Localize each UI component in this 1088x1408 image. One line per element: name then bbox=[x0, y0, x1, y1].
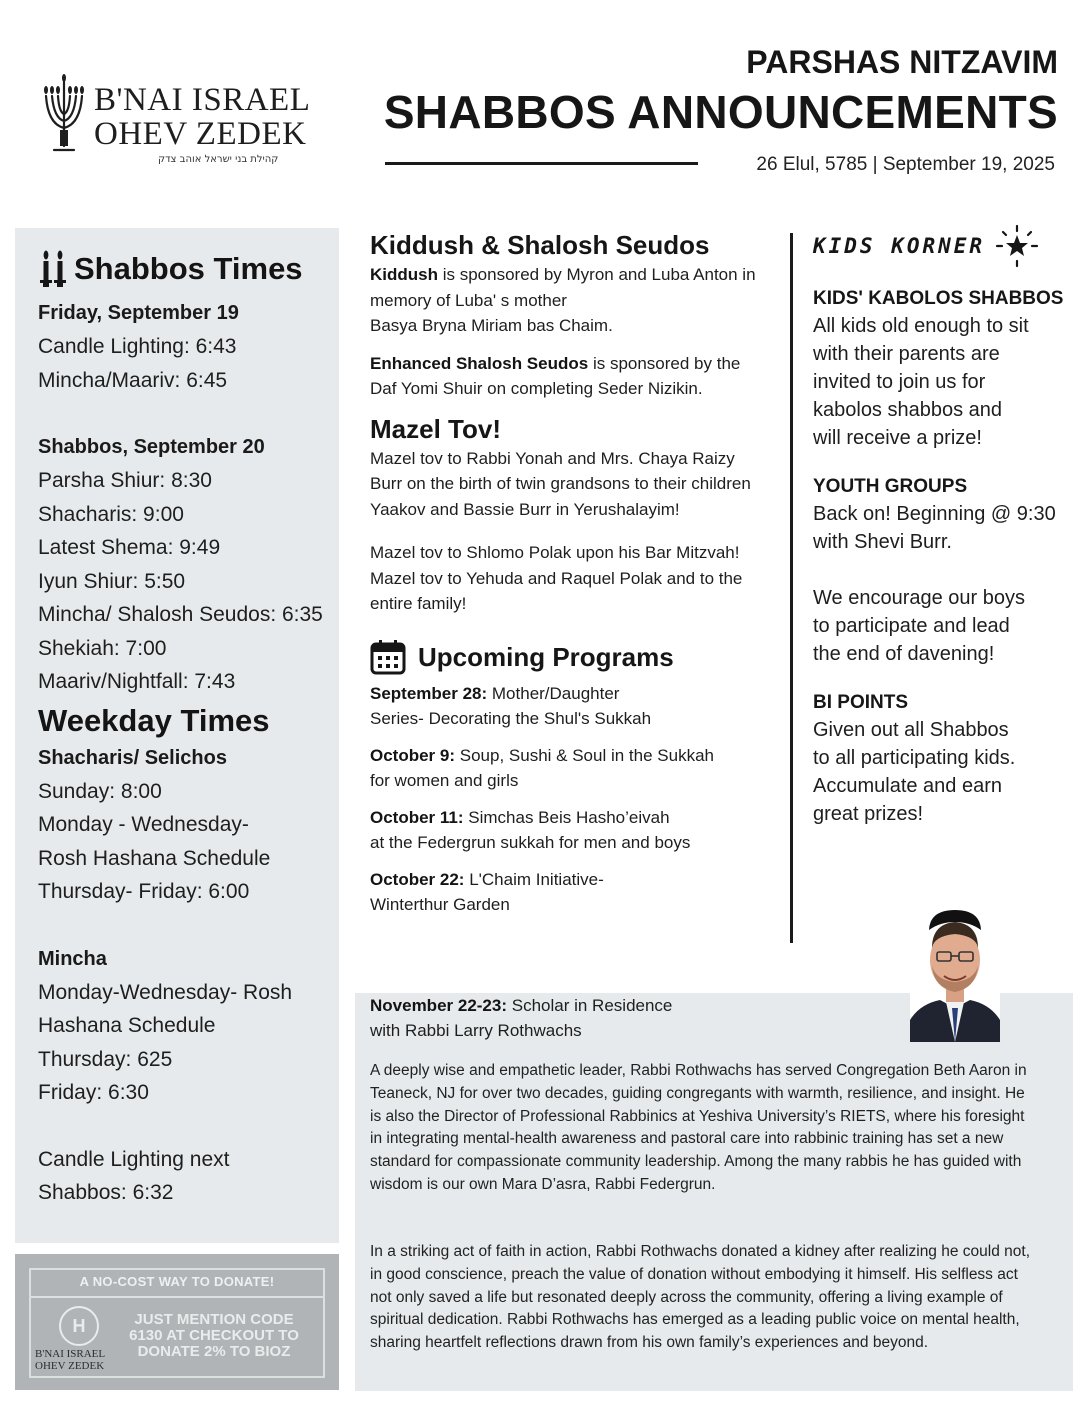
logo-line-2: OHEV ZEDEK bbox=[94, 116, 307, 152]
page-title: SHABBOS ANNOUNCEMENTS bbox=[383, 86, 1058, 138]
friday-title: Friday, September 19 bbox=[38, 302, 239, 324]
kiddush-sponsor-text bbox=[370, 262, 770, 339]
donate-title: A NO-COST WAY TO DONATE! bbox=[79, 1274, 275, 1289]
donate-text: JUST MENTION CODE 6130 AT CHECKOUT TO DONATE 2% TO BIOZ bbox=[129, 1311, 299, 1360]
kids-divider bbox=[790, 233, 793, 943]
header-date: 26 Elul, 5785 | September 19, 2025 bbox=[756, 154, 1055, 175]
time-line: Mincha/Maariv: 6:45 bbox=[38, 368, 228, 392]
time-line: Candle Lighting: 6:43 bbox=[38, 335, 237, 358]
kids-line: the end of davening! bbox=[813, 643, 995, 665]
shalosh-seudos-text bbox=[370, 351, 770, 402]
time-line: Thursday: 625 bbox=[38, 1047, 173, 1071]
shalosh-rest: is sponsored by the Daf Yomi Shuir on completing Seder Nizikin. bbox=[370, 353, 741, 398]
time-line: Monday - Wednesday- bbox=[38, 813, 249, 836]
time-line: Iyun Shiur: 5:50 bbox=[38, 569, 186, 593]
time-line: Parsha Shiur: 8:30 bbox=[38, 469, 212, 492]
kiddush-line-2: Basya Bryna Miriam bas Chaim. bbox=[370, 316, 613, 335]
kiddush-rest: is sponsored by Myron and Luba Anton in memory of Luba' s mother bbox=[370, 265, 756, 310]
program-date: October 9: bbox=[370, 745, 456, 765]
mazel-tov-heading: Mazel Tov! bbox=[370, 413, 501, 444]
time-line: Hashana Schedule bbox=[38, 1014, 216, 1037]
shabbos-times-heading bbox=[38, 250, 339, 288]
kids-line: All kids old enough to sit bbox=[813, 315, 1029, 337]
programs-heading bbox=[370, 639, 770, 675]
program-item bbox=[370, 743, 770, 793]
scholar-bio-2: In a striking act of faith in action, Rabbi Rothwachs donated a kidney after realizing he could not, in good conscience, preach the value of donation without embodying it himself. His selfless act not only saved a life but resonated deeply across the community, offering a living example of spiritual dedication. Rabbi Rothwachs has emerged as a leading public voice on mental health, sharing heartfelt reflections drawn from his own family’s experiences and beyond. bbox=[370, 1243, 1030, 1352]
time-line: Thursday- Friday: 6:00 bbox=[38, 880, 250, 903]
kids-line: Given out all Shabbos bbox=[813, 719, 1009, 741]
shalosh-bold: Enhanced Shalosh Seudos bbox=[370, 353, 589, 373]
mazel-tov-text-2: Mazel tov to Shlomo Polak upon his Bar Mitzvah! Mazel tov to Yehuda and Raquel Polak and to the entire family! bbox=[370, 543, 743, 613]
menorah-icon bbox=[42, 74, 86, 156]
program-text: L'Chaim Initiative- bbox=[464, 869, 604, 889]
times-panel bbox=[15, 228, 339, 1243]
kids-line: invited to join us for bbox=[813, 371, 986, 393]
shabbos-day-title: Shabbos, September 20 bbox=[38, 436, 265, 458]
time-line: Latest Shema: 9:49 bbox=[38, 536, 221, 559]
kids-line: will receive a prize! bbox=[813, 427, 982, 449]
kids-line: Back on! Beginning @ 9:30 bbox=[813, 503, 1056, 525]
next-candle-line: Candle Lighting next bbox=[38, 1147, 230, 1171]
donate-logo-line-1: B'NAI ISRAEL bbox=[35, 1348, 106, 1360]
star-burst-icon bbox=[995, 224, 1039, 268]
logo-line-1: B'NAI ISRAEL bbox=[94, 82, 311, 118]
middle-column bbox=[370, 228, 770, 929]
programs-title: Upcoming Programs bbox=[418, 641, 674, 672]
time-line: Rosh Hashana Schedule bbox=[38, 846, 271, 870]
logo bbox=[40, 72, 330, 172]
kids-korner bbox=[813, 222, 1073, 828]
donate-box bbox=[15, 1254, 339, 1390]
program-text: Soup, Sushi & Soul in the Sukkah bbox=[455, 745, 714, 765]
mincha-title: Mincha bbox=[38, 947, 107, 970]
kiddush-bold: Kiddush bbox=[370, 265, 438, 284]
rabbi-portrait-image bbox=[910, 908, 1000, 1042]
kids-section-heading: KIDS' KABOLOS SHABBOS bbox=[813, 288, 1064, 309]
kids-line: with Shevi Burr. bbox=[813, 531, 952, 553]
program-item bbox=[370, 805, 770, 855]
mazel-tov-text-1: Mazel tov to Rabbi Yonah and Mrs. Chaya Raizy Burr on the birth of twin grandsons to their children Yaakov and Bassie Burr in Yerushalayim! bbox=[370, 448, 751, 519]
header-divider bbox=[385, 162, 698, 165]
kids-title: KIDS KORNER bbox=[813, 234, 986, 258]
scholar-box bbox=[355, 993, 1073, 1391]
kids-line: to participate and lead bbox=[813, 615, 1010, 637]
program-text: Mother/Daughter bbox=[487, 683, 620, 703]
program-text: for women and girls bbox=[370, 770, 519, 790]
kids-section-heading: YOUTH GROUPS bbox=[813, 476, 968, 497]
program-date: October 11: bbox=[370, 807, 464, 827]
kids-line bbox=[813, 556, 1073, 584]
time-line: Shekiah: 7:00 bbox=[38, 636, 167, 660]
program-text: Series- Decorating the Shul's Sukkah bbox=[370, 708, 652, 728]
program-text: Simchas Beis Hasho’eivah bbox=[463, 807, 670, 827]
program-date: October 22: bbox=[370, 869, 465, 889]
kids-heading bbox=[813, 222, 1073, 270]
kiddush-heading: Kiddush & Shalosh Seudos bbox=[370, 230, 710, 260]
donate-logo-line-2: OHEV ZEDEK bbox=[35, 1360, 105, 1372]
hebrew-badge-icon bbox=[59, 1306, 99, 1346]
donate-frame bbox=[29, 1268, 325, 1378]
shacharis-title: Shacharis/ Selichos bbox=[38, 746, 227, 769]
kids-line: Accumulate and earn bbox=[813, 775, 1003, 797]
kids-line: to all participating kids. bbox=[813, 747, 1016, 769]
donate-divider bbox=[31, 1296, 323, 1298]
scholar-program-item bbox=[370, 993, 770, 1043]
kids-line: We encourage our boys bbox=[813, 587, 1025, 609]
time-line: Monday-Wednesday- Rosh bbox=[38, 980, 293, 1004]
calendar-icon bbox=[370, 639, 406, 675]
scholar-date: November 22-23: bbox=[370, 996, 508, 1015]
logo-hebrew: קהילת בני ישראל אוהב צדק bbox=[158, 154, 279, 165]
kids-section-heading: BI POINTS bbox=[813, 692, 909, 713]
kids-line: kabolos shabbos and bbox=[813, 399, 1003, 421]
program-text: Winterthur Garden bbox=[370, 894, 510, 914]
next-candle-line: Shabbos: 6:32 bbox=[38, 1181, 174, 1204]
parsha-subtitle: PARSHAS NITZAVIM bbox=[746, 44, 1058, 80]
donate-logo bbox=[35, 1348, 105, 1372]
time-line: Mincha/ Shalosh Seudos: 6:35 bbox=[38, 603, 323, 626]
time-line: Sunday: 8:00 bbox=[38, 779, 162, 803]
weekday-times-title: Weekday Times bbox=[38, 702, 270, 738]
scholar-line-1: Scholar in Residence bbox=[507, 996, 673, 1015]
time-line: Friday: 6:30 bbox=[38, 1081, 149, 1104]
time-line: Shacharis: 9:00 bbox=[38, 502, 184, 526]
badge-letter: H bbox=[72, 1316, 86, 1336]
time-line: Maariv/Nightfall: 7:43 bbox=[38, 670, 236, 693]
kids-line: great prizes! bbox=[813, 803, 924, 825]
program-text: at the Federgrun sukkah for men and boys bbox=[370, 832, 691, 852]
shabbos-times-title: Shabbos Times bbox=[74, 251, 303, 286]
candles-icon bbox=[38, 250, 68, 288]
program-item bbox=[370, 681, 770, 731]
scholar-bio-1: A deeply wise and empathetic leader, Rabbi Rothwachs has served Congregation Beth Aaron in Teaneck, NJ for over two decades, guiding congregants with warmth, resilience, and insight. He is also the Director of Professional Rabbinics at Yeshiva University’s RIETS, where his foresight in integrating mental-health awareness and pastoral care into rabbinic training has set a new standard for compassionate community leadership. Among the many rabbis he has guided with wisdom is our own Mara D’asra, Rabbi Federgrun. bbox=[370, 1062, 1027, 1193]
program-date: September 28: bbox=[370, 683, 488, 703]
scholar-line-2: with Rabbi Larry Rothwachs bbox=[370, 1021, 582, 1040]
kids-line: with their parents are bbox=[813, 343, 1000, 365]
program-item bbox=[370, 867, 770, 917]
